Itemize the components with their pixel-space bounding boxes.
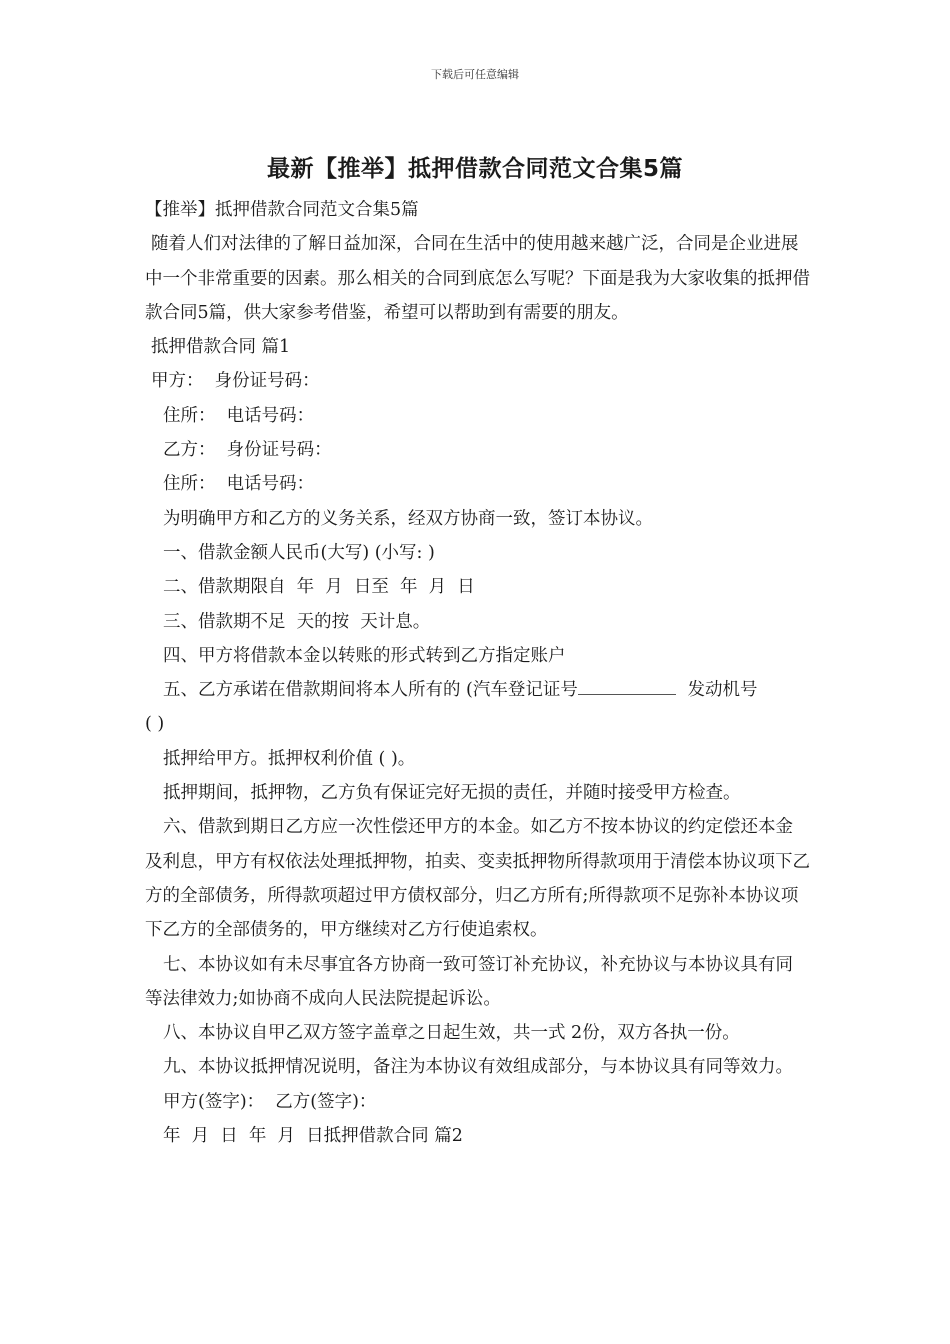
agreement-purpose: 为明确甲方和乙方的义务关系，经双方协商一致，签订本协议。 [163, 508, 653, 529]
party-b-id-line: 乙方： 身份证号码： [163, 440, 332, 461]
clause-7: 七、本协议如有未尽事宜各方协商一致可签订补充协议，补充协议与本协议具有同等法律效力;如协商不成向人民法院提起诉讼。 [145, 954, 793, 1009]
header-note: 下载后可任意编辑 [431, 68, 519, 81]
party-a-id-line: 甲方： 身份证号码： [151, 371, 320, 392]
party-b-address-line: 住所： 电话号码： [163, 474, 315, 495]
clause-9: 九、本协议抵押情况说明，备注为本协议有效组成部分，与本协议具有同等效力。 [163, 1057, 793, 1078]
clause-4: 四、甲方将借款本金以转账的形式转到乙方指定账户 [163, 645, 566, 666]
section-heading: 抵押借款合同 篇1 [151, 337, 291, 358]
clause-1: 一、借款金额人民币(大写) (小写: ) [163, 542, 435, 563]
clause-5-engine: 发动机号 [681, 680, 758, 701]
mortgage-value-line: 抵押给甲方。抵押权利价值 ( )。 [163, 748, 416, 769]
clause-8: 八、本协议自甲乙双方签字盖章之日起生效，共一式 2份，双方各执一份。 [163, 1023, 740, 1044]
clause-6: 六、借款到期日乙方应一次性偿还甲方的本金。如乙方不按本协议的约定偿还本金及利息，甲方有权依法处理抵押物，拍卖、变卖抵押物所得款项用于清偿本协议项下乙方的全部债务，所得款项超过甲方债权部分，归乙方所有;所得款项不足弥补本协议项下乙方的全部债务的，甲方继续对乙方行使追索权。 [145, 817, 810, 941]
party-a-address-line: 住所： 电话号码： [163, 405, 315, 426]
mortgage-period-line: 抵押期间，抵押物，乙方负有保证完好无损的责任，并随时接受甲方检查。 [163, 783, 741, 804]
subtitle-line: 【推举】抵押借款合同范文合集5篇 [145, 200, 419, 220]
clause-5 [145, 673, 810, 707]
clause-3: 三、借款期不足 天的按 天计息。 [163, 611, 431, 632]
date-line: 年 月 日 年 月 日抵押借款合同 篇2 [163, 1126, 463, 1147]
clause-2: 二、借款期限自 年 月 日至 年 月 日 [163, 577, 475, 598]
document-title: 最新【推举】抵押借款合同范文合集5篇 [266, 156, 683, 182]
clause-5-text: 五、乙方承诺在借款期间将本人所有的 (汽车登记证号 [163, 680, 578, 701]
signature-line: 甲方(签字)： 乙方(签字)： [163, 1091, 377, 1112]
document-body [145, 193, 810, 1153]
intro-paragraph: 随着人们对法律的了解日益加深，合同在生活中的使用越来越广泛，合同是企业进展中一个非常重要的因素。那么相关的合同到底怎么写呢？下面是我为大家收集的抵押借款合同5篇，供大家参考借鉴，希望可以帮助到有需要的朋友。 [145, 234, 810, 323]
fill-in-blank [578, 678, 676, 695]
clause-5-bracket: ( ) [145, 714, 165, 735]
